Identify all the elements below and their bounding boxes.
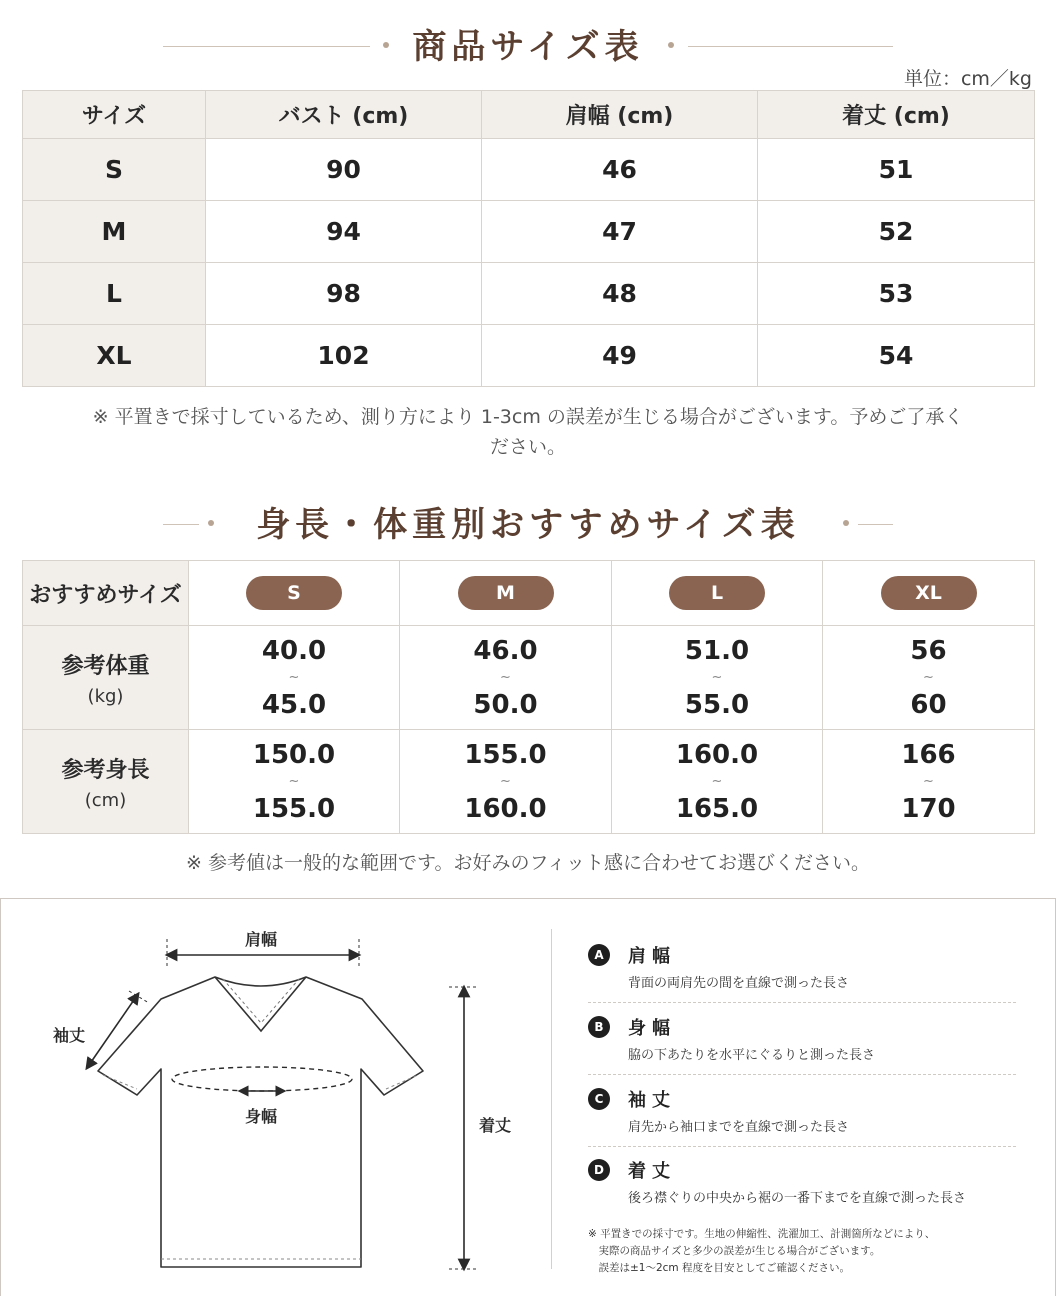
size-chart-title-block <box>0 22 1056 72</box>
recommend-header-text: おすすめサイズ <box>29 582 182 608</box>
range-tilde: ~ <box>500 669 511 685</box>
badge-d-icon: D <box>588 1159 610 1181</box>
weight-range-cell <box>400 626 612 730</box>
weight-unit: (kg) <box>87 685 124 707</box>
weight-range-cell <box>823 626 1035 730</box>
title-dot-right <box>668 42 674 48</box>
shoulder-cell: 49 <box>482 325 758 387</box>
weight-label: 参考体重 <box>61 653 150 679</box>
range-min: 150.0 <box>252 739 336 770</box>
range-tilde: ~ <box>500 773 511 789</box>
range-tilde: ~ <box>923 669 934 685</box>
height-unit: (cm) <box>84 789 127 811</box>
length-cell: 53 <box>758 263 1035 325</box>
measure-desc: 後ろ襟ぐりの中央から裾の一番下までを直線で測った長さ <box>628 1191 967 1206</box>
badge-a-icon: A <box>588 944 610 966</box>
table-row <box>23 201 1035 263</box>
range-min: 160.0 <box>675 739 759 770</box>
header-bust: バスト (cm) <box>206 91 482 139</box>
weight-row-header <box>23 626 189 730</box>
height-range-cell <box>400 730 612 834</box>
shoulder-cell: 48 <box>482 263 758 325</box>
range-max: 55.0 <box>684 689 750 720</box>
range-max: 165.0 <box>675 793 759 824</box>
measure-desc: 肩先から袖口までを直線で測った長さ <box>628 1120 850 1135</box>
range-min: 166 <box>901 739 956 770</box>
size-pill-cell <box>823 561 1035 626</box>
measure-title: 袖丈 <box>628 1090 676 1111</box>
header-length: 着丈 (cm) <box>758 91 1035 139</box>
table-row <box>23 325 1035 387</box>
measure-separator <box>588 1146 1016 1147</box>
footnote-line: 誤差は±1～2cm 程度を目安としてご確認ください。 <box>588 1262 850 1274</box>
size-cell: XL <box>23 325 206 387</box>
sleeve-guide-top <box>129 991 149 1003</box>
measure-separator <box>588 1074 1016 1075</box>
shoulder-cell: 46 <box>482 139 758 201</box>
footnote-line: ※ 平置きでの採寸です。生地の伸縮性、洗濯加工、計測箇所などにより、 <box>588 1228 936 1240</box>
range-max: 45.0 <box>261 689 327 720</box>
size-cell: L <box>23 263 206 325</box>
diagram-label-length: 着丈 <box>479 1116 512 1135</box>
size-table-header-row <box>23 91 1035 139</box>
measure-desc: 背面の両肩先の間を直線で測った長さ <box>628 976 850 991</box>
range-max: 170 <box>901 793 956 824</box>
diagram-label-shoulder: 肩幅 <box>245 930 278 949</box>
measure-footnote <box>588 1226 935 1277</box>
measure-desc: 脇の下あたりを水平にぐるりと測った長さ <box>628 1048 876 1063</box>
range-tilde: ~ <box>288 773 300 789</box>
tshirt-diagram <box>1 899 541 1296</box>
range-min: 155.0 <box>464 739 547 770</box>
footnote-line: 実際の商品サイズと多少の誤差が生じる場合がございます。 <box>588 1245 881 1257</box>
size-pill-s: S <box>246 576 342 610</box>
size-chart-table <box>22 90 1035 387</box>
range-tilde: ~ <box>711 669 723 685</box>
size-chart-note-line1: ※ 平置きで採寸しているため、測り方により 1-3cm の誤差が生じる場合がございます。予めご了承く <box>92 406 964 428</box>
height-row-header <box>23 730 189 834</box>
measure-title: 肩幅 <box>628 946 676 967</box>
size-pill-cell <box>189 561 400 626</box>
recommend-note: ※ 参考値は一般的な範囲です。お好みのフィット感に合わせてお選びください。 <box>186 852 870 874</box>
range-max: 50.0 <box>473 689 538 720</box>
badge-c-icon: C <box>588 1088 610 1110</box>
range-tilde: ~ <box>711 773 723 789</box>
size-pill-l: L <box>669 576 765 610</box>
size-pill-cell <box>612 561 823 626</box>
unit-label: 単位：cm／kg <box>903 68 1032 90</box>
size-pill-m: M <box>458 576 554 610</box>
table-row <box>23 139 1035 201</box>
size-chart-note-line2: ださい。 <box>489 436 566 458</box>
range-min: 56 <box>910 635 947 666</box>
height-range-cell <box>612 730 823 834</box>
size-chart-note <box>40 402 1016 462</box>
height-range-cell <box>823 730 1035 834</box>
size-chart-title: 商品サイズ表 <box>412 27 644 67</box>
range-min: 51.0 <box>684 635 750 666</box>
size-cell: S <box>23 139 206 201</box>
recommend-size-row <box>23 561 1035 626</box>
bust-cell: 102 <box>206 325 482 387</box>
length-cell: 54 <box>758 325 1035 387</box>
range-tilde: ~ <box>923 773 934 789</box>
measure-title: 着丈 <box>628 1161 676 1182</box>
recommend-table <box>22 560 1035 834</box>
badge-b-icon: B <box>588 1016 610 1038</box>
guide-divider <box>551 929 552 1269</box>
range-max: 60 <box>910 689 947 720</box>
size-pill-xl: XL <box>881 576 977 610</box>
bust-cell: 90 <box>206 139 482 201</box>
length-cell: 52 <box>758 201 1035 263</box>
header-size: サイズ <box>23 91 206 139</box>
header-shoulder: 肩幅 (cm) <box>482 91 758 139</box>
recommend-title: 身長・体重別おすすめサイズ表 <box>256 505 800 545</box>
height-label: 参考身長 <box>61 757 150 783</box>
title-rule-right <box>858 524 893 525</box>
size-cell: M <box>23 201 206 263</box>
measure-title: 身幅 <box>628 1018 676 1039</box>
recommend-header-label <box>23 561 189 626</box>
range-min: 46.0 <box>473 635 538 666</box>
shoulder-cell: 47 <box>482 201 758 263</box>
range-max: 160.0 <box>464 793 547 824</box>
bust-cell: 98 <box>206 263 482 325</box>
size-pill-cell <box>400 561 612 626</box>
diagram-label-sleeve: 袖丈 <box>53 1026 86 1045</box>
diagram-label-chest: 身幅 <box>245 1107 278 1126</box>
weight-row <box>23 626 1035 730</box>
table-row <box>23 263 1035 325</box>
range-tilde: ~ <box>288 669 300 685</box>
range-min: 40.0 <box>261 635 327 666</box>
recommend-title-block <box>0 500 1056 550</box>
length-cell: 51 <box>758 139 1035 201</box>
height-row <box>23 730 1035 834</box>
weight-range-cell <box>189 626 400 730</box>
bust-cell: 94 <box>206 201 482 263</box>
title-dot-right <box>843 520 849 526</box>
title-rule-right <box>688 46 893 47</box>
range-max: 155.0 <box>252 793 336 824</box>
height-range-cell <box>189 730 400 834</box>
measure-separator <box>588 1002 1016 1003</box>
weight-range-cell <box>612 626 823 730</box>
